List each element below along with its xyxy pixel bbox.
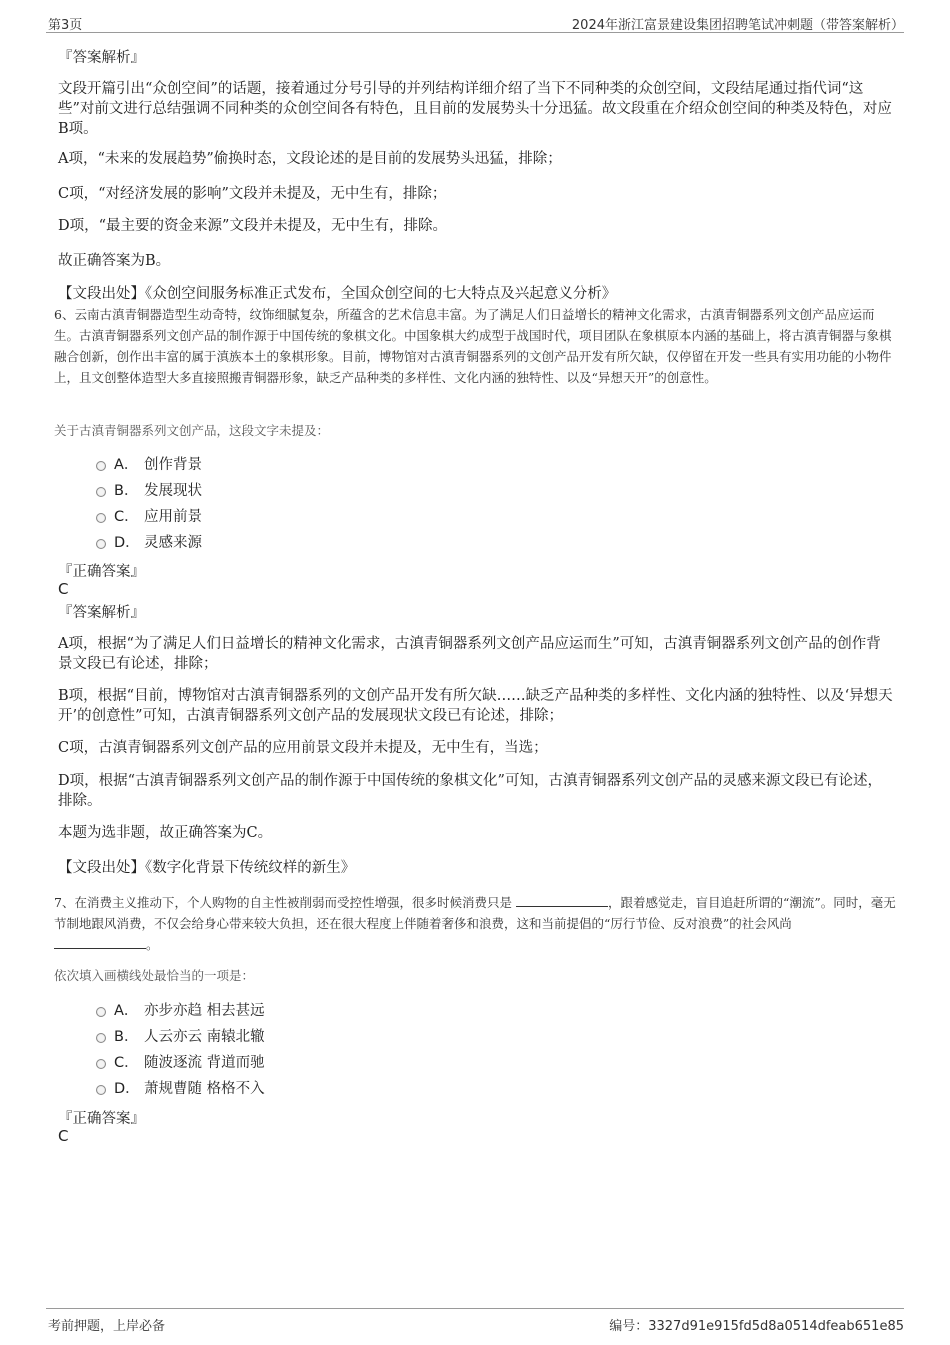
radio-icon[interactable] — [96, 1033, 106, 1043]
page-header — [46, 12, 904, 33]
radio-icon[interactable] — [96, 539, 106, 549]
q6-option-a[interactable]: A． 创作背景 — [96, 455, 202, 475]
analysis-option-b: B项，根据“目前，博物馆对古滇青铜器系列的文创产品开发有所欠缺……缺乏产品种类的多样性、文化内涵的独特性、以及‘异想天开’的创意性”可知，古滇青铜器系列文创产品的发展现状文段已有论述，排除； — [58, 688, 893, 724]
correct-answer-heading: 『正确答案』 — [58, 1111, 145, 1127]
answer-analysis-heading: 『答案解析』 — [58, 605, 145, 621]
question-6-passage: 6、云南古滇青铜器造型生动奇特，纹饰细腻复杂，所蕴含的艺术信息丰富。为了满足人们日益增长的精神文化需求，古滇青铜器系列文创产品应运而生。古滇青铜器系列文创产品的制作源于中国传统的象棋文化。中国象棋大约成型于战国时代，项目团队在象棋原本内涵的基础上，将古滇青铜器与象棋融合创新，创作出丰富的属于滇族本土的象棋形象。目前，博物馆对古滇青铜器系列的文创产品开发有所欠缺，仅停留在开发一些具有实用功能的小物件上，且文创整体造型大多直接照搬青铜器形象，缺乏产品种类的多样性、文化内涵的独特性、以及“异想天开”的创意性。 — [54, 307, 892, 385]
q6-option-c[interactable]: C． 应用前景 — [96, 507, 202, 527]
q7-option-a[interactable]: A． 亦步亦趋 相去甚远 — [96, 1001, 265, 1021]
radio-icon[interactable] — [96, 487, 106, 497]
analysis-conclusion: 故正确答案为B。 — [58, 253, 171, 269]
document-code: 编号：3327d91e915fd5d8a0514dfeab651e85 — [609, 1319, 904, 1334]
correct-answer: C — [58, 1127, 69, 1145]
radio-icon[interactable] — [96, 1007, 106, 1017]
radio-icon[interactable] — [96, 1085, 106, 1095]
radio-icon[interactable] — [96, 461, 106, 471]
document-title: 2024年浙江富景建设集团招聘笔试冲刺题（带答案解析） — [571, 18, 904, 33]
analysis-option-a: A项，根据“为了满足人们日益增长的精神文化需求，古滇青铜器系列文创产品应运而生”可知，古滇青铜器系列文创产品的创作背景文段已有论述，排除； — [58, 636, 881, 672]
page-number: 第3页 — [48, 18, 83, 33]
correct-answer: C — [58, 580, 69, 598]
analysis-option-c: C项，古滇青铜器系列文创产品的应用前景文段并未提及，无中生有，当选； — [58, 740, 548, 756]
correct-answer-heading: 『正确答案』 — [58, 564, 145, 580]
passage-source: 【文段出处】《数字化背景下传统纹样的新生》 — [58, 860, 356, 876]
answer-blank-1[interactable] — [516, 894, 608, 907]
radio-icon[interactable] — [96, 1059, 106, 1069]
question-7-prompt: 依次填入画横线处最恰当的一项是： — [54, 968, 255, 983]
q6-option-b[interactable]: B． 发展现状 — [96, 481, 202, 501]
analysis-option-a: A项，“未来的发展趋势”偷换时态，文段论述的是目前的发展势头迅猛，排除； — [58, 151, 562, 167]
q6-option-d[interactable]: D． 灵感来源 — [96, 533, 202, 553]
passage-source: 【文段出处】《众创空间服务标准正式发布，全国众创空间的七大特点及兴起意义分析》 — [58, 286, 617, 302]
question-7-passage: 7、在消费主义推动下，个人购物的自主性被削弱而受控性增强，很多时候消费只是 ，跟着感觉走，盲目追赶所谓的“潮流”。同时，毫无节制地跟风消费，不仅会给身心带来较大负担，还在很大程度上伴随着奢侈和浪费，这和当前提倡的“厉行节俭、反对浪费”的社会风尚 。 — [54, 895, 896, 952]
answer-analysis-heading: 『答案解析』 — [58, 50, 145, 66]
analysis-paragraph: 文段开篇引出“众创空间”的话题，接着通过分号引导的并列结构详细介绍了当下不同种类的众创空间，文段结尾通过指代词“这些”对前文进行总结强调不同种类的众创空间各有特色，且目前的发展势头十分迅猛。故文段重在介绍众创空间的种类及特色，对应B项。 — [58, 81, 892, 137]
radio-icon[interactable] — [96, 513, 106, 523]
analysis-option-d: D项，“最主要的资金来源”文段并未提及，无中生有，排除。 — [58, 218, 447, 234]
q7-option-d[interactable]: D． 萧规曹随 格格不入 — [96, 1079, 265, 1099]
analysis-conclusion: 本题为选非题，故正确答案为C。 — [58, 825, 273, 841]
analysis-option-d: D项，根据“古滇青铜器系列文创产品的制作源于中国传统的象棋文化”可知，古滇青铜器系列文创产品的灵感来源文段已有论述，排除。 — [58, 773, 882, 809]
footer-slogan: 考前押题，上岸必备 — [48, 1319, 166, 1334]
q7-option-b[interactable]: B． 人云亦云 南辕北辙 — [96, 1027, 265, 1047]
page-footer — [46, 1308, 904, 1335]
answer-blank-2[interactable] — [54, 936, 146, 949]
question-6-prompt: 关于古滇青铜器系列文创产品，这段文字未提及： — [54, 423, 330, 438]
analysis-option-c: C项，“对经济发展的影响”文段并未提及，无中生有，排除； — [58, 186, 447, 202]
q7-option-c[interactable]: C． 随波逐流 背道而驰 — [96, 1053, 265, 1073]
